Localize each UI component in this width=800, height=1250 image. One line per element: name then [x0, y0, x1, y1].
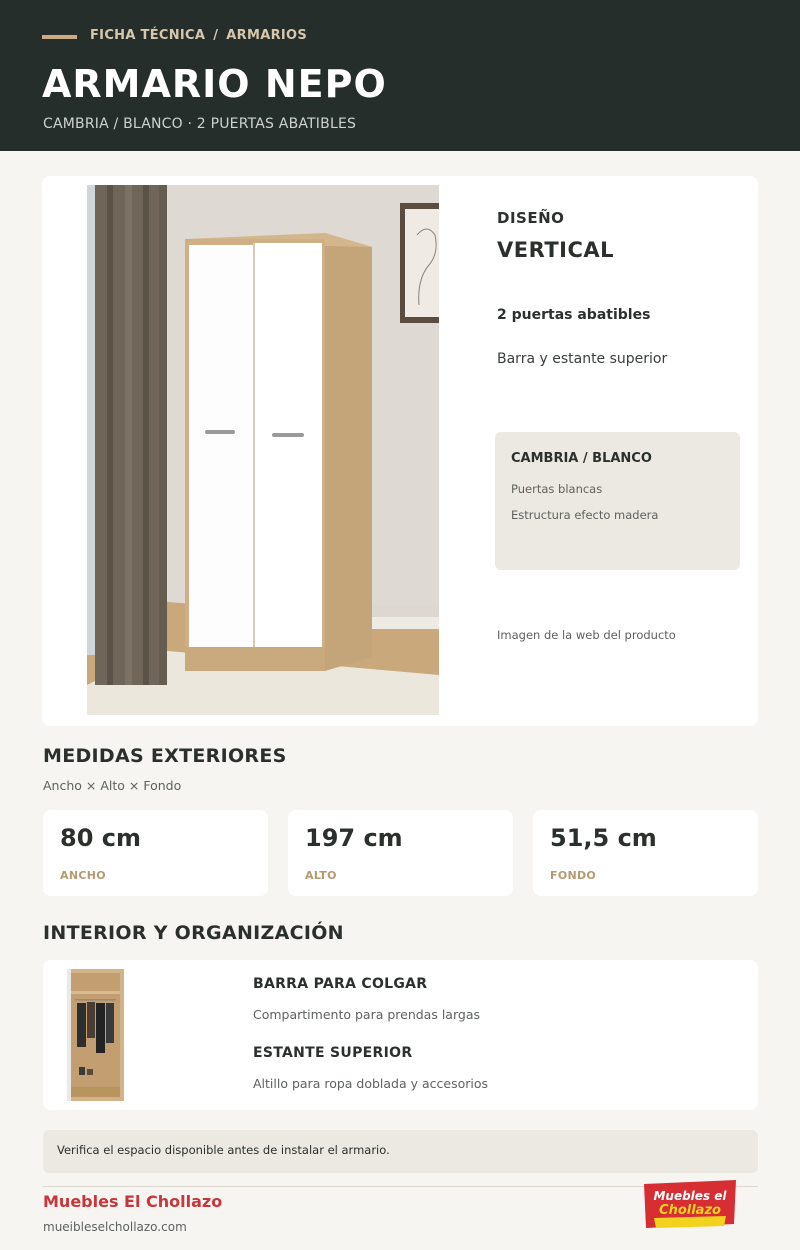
page-subtitle: CAMBRIA / BLANCO · 2 PUERTAS ABATIBLES: [43, 116, 357, 132]
breadcrumb: [90, 28, 307, 43]
interior-thumbnail: [67, 969, 124, 1101]
design-value: VERTICAL: [497, 238, 615, 262]
measure-value: 197 cm: [305, 824, 403, 852]
open-wardrobe-illustration: [67, 969, 124, 1101]
brand-logo: [640, 1178, 740, 1232]
measures-title: MEDIDAS EXTERIORES: [43, 745, 287, 767]
chollazo-logo-icon: [640, 1178, 740, 1232]
wardrobe-illustration: [87, 185, 439, 715]
feature-interior: Barra y estante superior: [497, 351, 668, 367]
breadcrumb-item-ficha[interactable]: FICHA TÉCNICA: [90, 28, 206, 43]
feature-doors: 2 puertas abatibles: [497, 307, 651, 323]
product-photo: [87, 185, 439, 715]
interior-heading-shelf: ESTANTE SUPERIOR: [253, 1045, 413, 1061]
brand-name: Muebles El Chollazo: [43, 1192, 223, 1211]
interior-desc-rail: Compartimento para prendas largas: [253, 1007, 480, 1022]
notice-banner: [43, 1130, 758, 1173]
interior-desc-shelf: Altillo para ropa doblada y accesorios: [253, 1076, 489, 1091]
finish-line-doors: Puertas blancas: [511, 482, 603, 496]
logo-text-top: Muebles el: [653, 1189, 727, 1203]
measure-value: 80 cm: [60, 824, 141, 852]
interior-card: [43, 960, 758, 1110]
measure-label: ALTO: [305, 869, 337, 882]
breadcrumb-separator: /: [213, 28, 219, 43]
header-accent-bar: [42, 35, 77, 39]
measure-card-depth: [533, 810, 758, 896]
finish-title: CAMBRIA / BLANCO: [511, 451, 652, 466]
website-link[interactable]: mueibleselchollazo.com: [43, 1220, 187, 1234]
logo-text-bottom: Chollazo: [659, 1203, 721, 1218]
design-label: DISEÑO: [497, 209, 565, 227]
finish-panel: [495, 432, 740, 570]
breadcrumb-item-armarios[interactable]: ARMARIOS: [226, 28, 308, 43]
measure-label: ANCHO: [60, 869, 106, 882]
measure-value: 51,5 cm: [550, 824, 657, 852]
hero-card: [42, 176, 758, 726]
photo-caption: Imagen de la web del producto: [497, 628, 676, 642]
page-title: ARMARIO NEPO: [42, 62, 387, 106]
measure-card-width: [43, 810, 268, 896]
measure-label: FONDO: [550, 869, 597, 882]
interior-heading-rail: BARRA PARA COLGAR: [253, 976, 428, 992]
measure-card-height: [288, 810, 513, 896]
measures-subtitle: Ancho × Alto × Fondo: [43, 778, 182, 793]
header: [0, 0, 800, 151]
notice-text: Verifica el espacio disponible antes de instalar el armario.: [57, 1143, 390, 1157]
interior-title: INTERIOR Y ORGANIZACIÓN: [43, 922, 344, 944]
finish-line-structure: Estructura efecto madera: [511, 508, 659, 522]
